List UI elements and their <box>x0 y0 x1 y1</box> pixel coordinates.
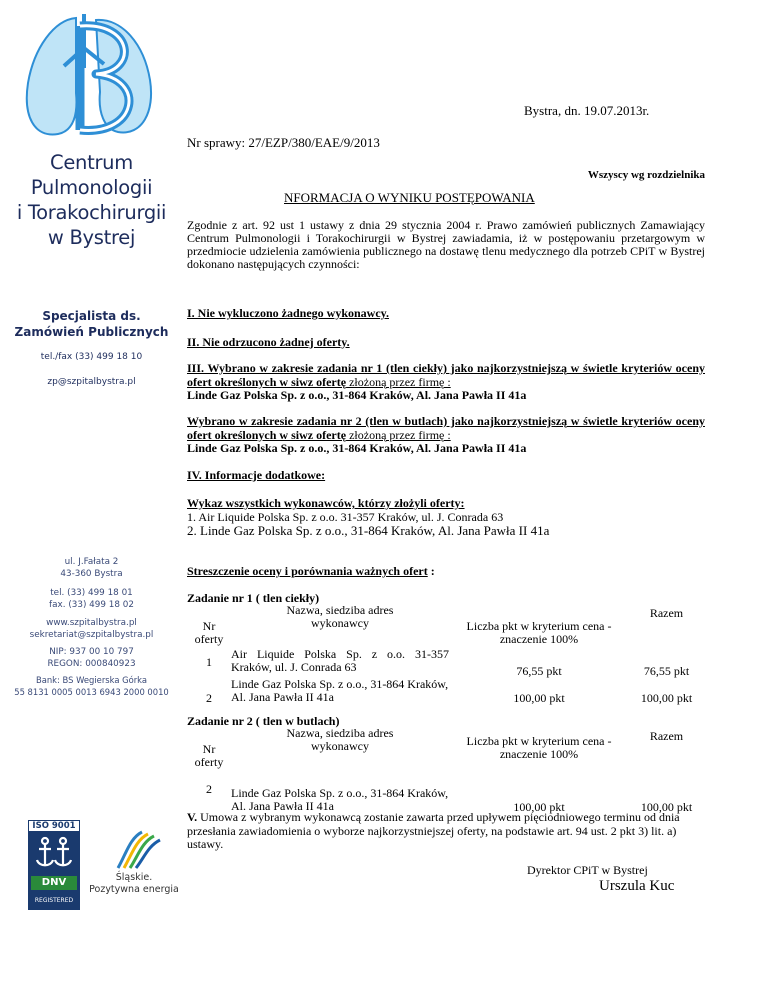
recipients-line: Wszyscy wg rozdzielnika <box>587 169 705 181</box>
table-cell: 2 <box>206 691 212 705</box>
list-item: 1. Air Liquide Polska Sp. z o.o. 31-357 Kraków, ul. J. Conrada 63 <box>187 509 504 524</box>
results-table-task-2 <box>187 727 704 814</box>
org-name-line: w Bystrej <box>47 226 136 249</box>
table-cell: Linde Gaz Polska Sp. z o.o., 31-864 Kraków, Al. Jana Pawła II 41a <box>231 677 449 704</box>
organization-name <box>0 150 183 250</box>
bank-name-line: Bank: BS Wegierska Górka <box>35 675 148 685</box>
phones-block <box>0 588 183 611</box>
secretariat-email-link[interactable]: sekretariat@szpitalbystra.pl <box>29 629 154 640</box>
table-row <box>187 678 704 705</box>
address-line: 43-360 Bystra <box>60 568 123 579</box>
table-cell: 76,55 pkt <box>643 664 690 678</box>
section-3 <box>187 362 705 403</box>
section-3b <box>187 415 705 456</box>
web-block[interactable] <box>0 618 183 641</box>
registered-label: REGISTERED <box>34 897 74 904</box>
table-cell: 100,00 pkt <box>513 800 565 814</box>
table-cell: 76,55 pkt <box>516 664 562 678</box>
bank-account-line: 55 8131 0005 0013 6943 2000 0010 <box>14 686 169 697</box>
table-cell: 100,00 pkt <box>640 800 693 814</box>
slaskie-caption <box>84 872 184 896</box>
org-name-line: Pulmonologii <box>30 176 153 199</box>
letter-date: Bystra, dn. 19.07.2013r. <box>524 103 650 118</box>
section-3-text: III. Wybrano w zakresie zadania nr 1 (tlen ciekły) jako najkorzystniejszą w świetle kryteriów oceny ofert określonych w siwz ofertę <box>187 361 705 389</box>
header-cell: Nazwa, siedziba adres wykonawcy <box>286 726 394 753</box>
table-cell: 2 <box>206 782 212 796</box>
iso-9001-badge <box>28 820 80 910</box>
header-cell: Razem <box>649 606 684 620</box>
org-name-line: i Torakochirurgii <box>16 201 167 224</box>
section-5 <box>187 811 707 852</box>
website-link[interactable]: www.szpitalbystra.pl <box>46 618 137 628</box>
certification-badges <box>28 820 178 910</box>
section-5-label: V. <box>187 810 198 824</box>
specialist-line: Specjalista ds. <box>42 309 141 323</box>
table-row <box>187 769 704 814</box>
task-1-label: Zadanie nr 1 ( tlen ciekły) <box>187 591 320 605</box>
intro-paragraph: Zgodnie z art. 92 ust 1 ustawy z dnia 29 stycznia 2004 r. Prawo zamówień publicznych Zamawiający Centrum Pulmonologii i Torakochirurgii w Bystrej zawiadamia, iż w postępowaniu przetargowym w przedmiocie udzielenia zamówienia publicznego na dostawę tlenu medycznego dla potrzeb CPiT w Bystrej dokonano następujących czynności: <box>187 218 705 271</box>
summary-heading <box>187 565 435 579</box>
section-5-text: Umowa z wybranym wykonawcą zostanie zawarta przed upływem pięciodniowego terminu od dnia przesłania zawiadomienia o wyborze najkorzystniejszej oferty, na podstawie art. 94 ust. 2 pkt 3) lit. a) ustawy. <box>187 810 680 851</box>
director-title: Dyrektor CPiT w Bystrej <box>527 863 648 877</box>
section-3-suffix: złożoną przez firmę : <box>346 374 451 389</box>
contact-email[interactable] <box>0 377 183 389</box>
address-line: ul. J.Fałata 2 <box>64 557 119 567</box>
table-cell: Linde Gaz Polska Sp. z o.o., 31-864 Kraków, Al. Jana Pawła II 41a <box>231 786 449 813</box>
contractors-title: Wykaz wszystkich wykonawców, którzy złożyli oferty: <box>187 496 465 510</box>
phone-text: tel./fax (33) 499 18 10 <box>40 352 143 362</box>
email-link[interactable]: zp@szpitalbystra.pl <box>47 377 136 387</box>
header-cell: Liczba pkt w kryterium cena - znaczenie 100% <box>466 734 612 761</box>
dnv-label: DNV <box>31 876 77 890</box>
section-2: II. Nie odrzucono żadnej oferty. <box>187 335 350 349</box>
bank-block <box>0 675 183 698</box>
ids-block <box>0 647 183 670</box>
specialist-line: Zamówień Publicznych <box>14 325 169 339</box>
document-title: NFORMACJA O WYNIKU POSTĘPOWANIA <box>284 190 535 205</box>
iso-label: ISO 9001 <box>28 820 80 832</box>
summary-colon: : <box>427 564 435 578</box>
specialist-title <box>0 308 183 340</box>
table-header-row <box>187 727 704 769</box>
hospital-logo <box>14 8 164 148</box>
task-2-label: Zadanie nr 2 ( tlen w butlach) <box>187 714 340 728</box>
contact-phone <box>0 352 183 364</box>
table-header-row <box>187 604 704 646</box>
table-cell: 1 <box>206 655 212 669</box>
fax-line: fax. (33) 499 18 02 <box>49 599 134 610</box>
slaskie-region-icon <box>114 828 166 872</box>
section-4: IV. Informacje dodatkowe: <box>187 468 326 482</box>
results-table-task-1 <box>187 604 704 705</box>
table-cell: Air Liquide Polska Sp. z o.o. 31-357 Kraków, ul. J. Conrada 63 <box>231 647 449 674</box>
section-3b-winner: Linde Gaz Polska Sp. z o.o., 31-864 Kraków, Al. Jana Pawła II 41a <box>187 441 527 455</box>
slaskie-line: Pozytywna energia <box>89 884 179 895</box>
header-cell: Nr oferty <box>194 742 224 769</box>
slaskie-line: Śląskie. <box>115 872 153 883</box>
section-1: I. Nie wykluczono żadnego wykonawcy. <box>187 306 390 320</box>
table-row <box>187 646 704 678</box>
case-number: Nr sprawy: 27/EZP/380/EAE/9/2013 <box>187 135 380 150</box>
contractors-list <box>187 497 705 538</box>
table-cell: 100,00 pkt <box>640 691 693 705</box>
org-name-line: Centrum <box>50 151 133 174</box>
letterhead-sidebar <box>0 0 183 994</box>
header-cell: Nazwa, siedziba adres wykonawcy <box>286 603 394 630</box>
header-cell: Liczba pkt w kryterium cena - znaczenie 100% <box>466 619 612 646</box>
address-block <box>0 557 183 580</box>
anchor-icon <box>34 836 74 872</box>
director-name: Urszula Kuc <box>599 878 675 894</box>
nip-line: NIP: 937 00 10 797 <box>49 647 134 657</box>
list-item: 2. Linde Gaz Polska Sp. z o.o., 31-864 Kraków, Al. Jana Pawła II 41a <box>187 523 550 538</box>
header-cell: Nr oferty <box>194 619 224 646</box>
section-3-winner: Linde Gaz Polska Sp. z o.o., 31-864 Kraków, Al. Jana Pawła II 41a <box>187 388 527 402</box>
regon-line: REGON: 000840923 <box>47 658 136 669</box>
header-cell: Razem <box>649 729 684 743</box>
table-cell: 100,00 pkt <box>513 691 565 705</box>
phone-line: tel. (33) 499 18 01 <box>50 588 133 598</box>
summary-title: Streszczenie oceny i porównania ważnych ofert <box>187 564 428 578</box>
section-3b-text: Wybrano w zakresie zadania nr 2 (tlen w butlach) jako najkorzystniejszą w świetle kryteriów oceny ofert określonych w siwz ofertę <box>187 414 705 442</box>
section-3b-suffix: złożoną przez firmę : <box>346 427 451 442</box>
